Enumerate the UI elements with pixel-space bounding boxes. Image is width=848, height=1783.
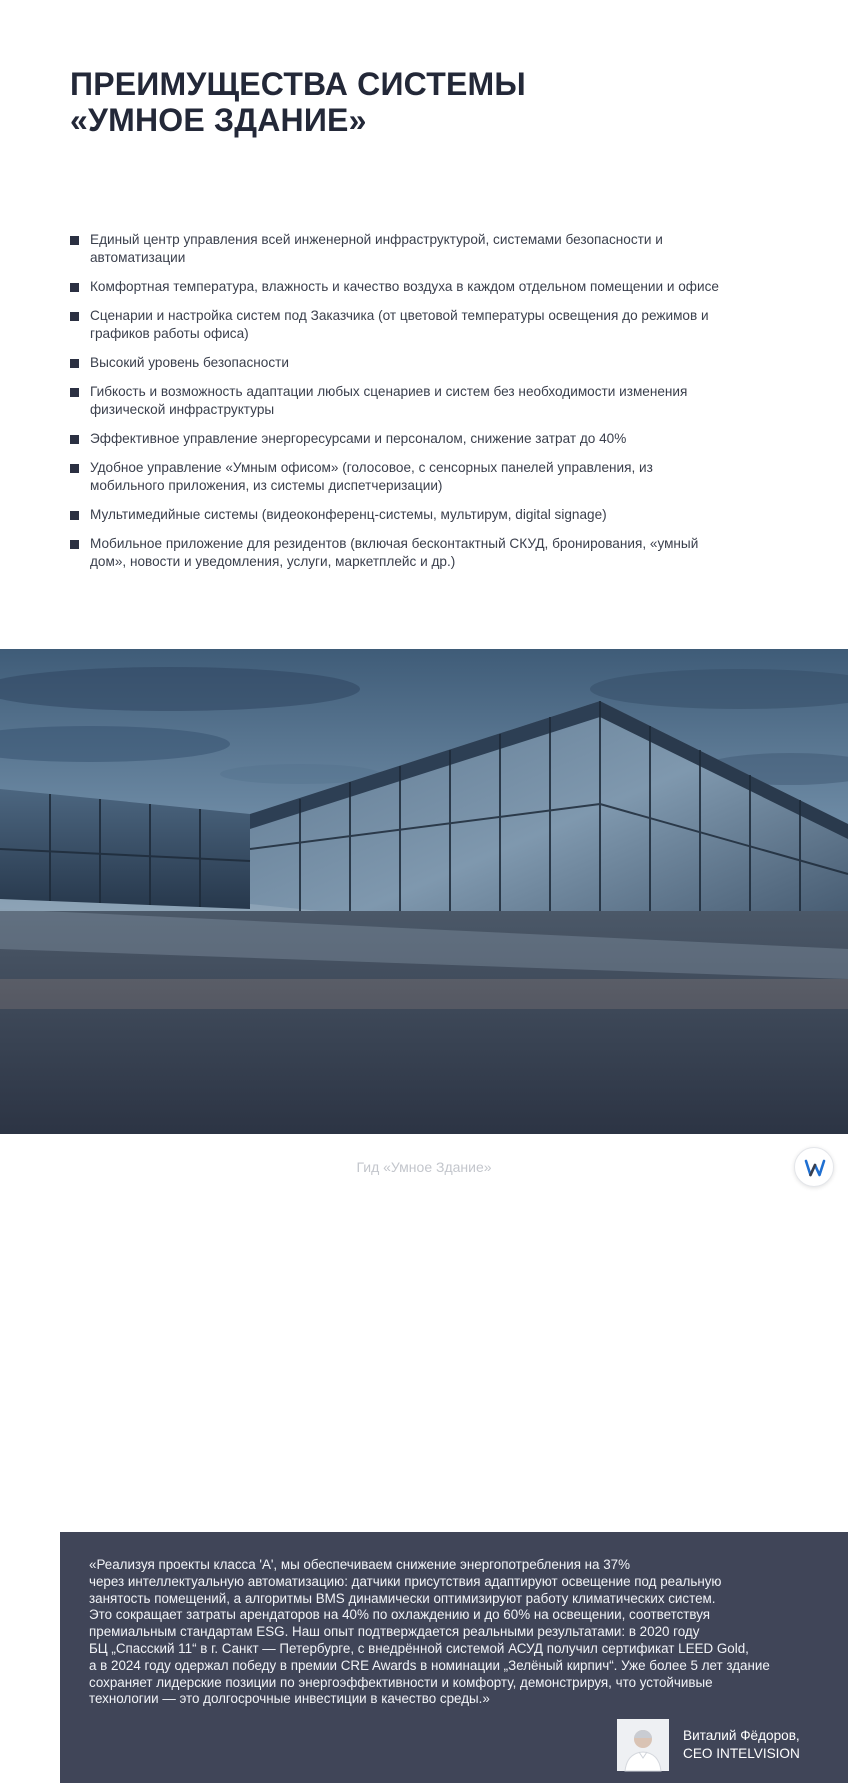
benefit-item <box>70 430 730 448</box>
bullet-square-icon <box>70 464 79 473</box>
quote-line: «Реализуя проекты класса 'A', мы обеспечиваем снижение энергопотребления на 37% <box>89 1557 631 1572</box>
page-title-line-1: ПРЕИМУЩЕСТВА СИСТЕМЫ <box>70 66 526 102</box>
benefit-text: Мультимедийные системы (видеоконференц-системы, мультирум, digital signage) <box>90 507 607 522</box>
benefits-list <box>70 231 730 582</box>
benefit-text: Удобное управление «Умным офисом» (голосовое, с сенсорных панелей управления, из мобильного приложения, из системы диспетчеризации) <box>90 460 653 493</box>
intelvision-logo-icon <box>794 1147 834 1187</box>
benefit-item <box>70 278 730 296</box>
benefit-text: Сценарии и настройка систем под Заказчика (от цветовой температуры освещения до режимов и графиков работы офиса) <box>90 308 709 341</box>
quote-line: занятость помещений, а алгоритмы BMS динамически оптимизируют работу климатических систем. <box>89 1590 716 1606</box>
bullet-square-icon <box>70 435 79 444</box>
quote-line: БЦ „Спасский 11“ в г. Санкт — Петербурге, с внедрённой системой АСУД получил сертификат LEED Gold, <box>89 1640 749 1656</box>
footer-title: Гид «Умное Здание» <box>356 1159 492 1175</box>
page-title <box>70 66 770 138</box>
bullet-square-icon <box>70 540 79 549</box>
benefit-item <box>70 459 730 495</box>
quote-box <box>60 1532 848 1783</box>
benefit-text: Высокий уровень безопасности <box>90 355 289 370</box>
benefit-item <box>70 535 730 571</box>
bullet-square-icon <box>70 388 79 397</box>
benefit-text: Гибкость и возможность адаптации любых сценариев и систем без необходимости изменения физической инфраструктуры <box>90 384 688 417</box>
glass-building-illustration <box>0 649 848 1134</box>
bullet-square-icon <box>70 236 79 245</box>
benefit-item <box>70 506 730 524</box>
author-avatar <box>617 1719 669 1771</box>
quote-line: сохраняет лидерские позиции по энергоэффективности и комфорту, демонстрируя, что устойчивые <box>89 1674 713 1690</box>
author-name: Виталий Фёдоров, <box>683 1728 800 1743</box>
benefit-text: Единый центр управления всей инженерной инфраструктурой, системами безопасности и автоматизации <box>90 232 663 265</box>
quote-line: технологии — это долгосрочные инвестиции в качество среды.» <box>89 1691 490 1707</box>
benefit-text: Эффективное управление энергоресурсами и персоналом, снижение затрат до 40% <box>90 431 627 446</box>
bullet-square-icon <box>70 283 79 292</box>
quote-line: а в 2024 году одержал победу в премии CRE Awards в номинации „Зелёный кирпич“. Уже более 5 лет здание <box>89 1657 770 1673</box>
benefit-text: Мобильное приложение для резидентов (включая бесконтактный СКУД, бронирования, «умный дом», новости и уведомления, услуги, маркетплейс и др.) <box>90 536 699 569</box>
benefit-text: Комфортная температура, влажность и качество воздуха в каждом отдельном помещении и офисе <box>90 279 719 294</box>
bullet-square-icon <box>70 312 79 321</box>
bullet-square-icon <box>70 511 79 520</box>
benefit-item <box>70 231 730 267</box>
author-title: CEO INTELVISION <box>683 1746 800 1761</box>
quote-line: Это сокращает затраты арендаторов на 40% по охлаждению и до 60% на освещении, соответствуя <box>89 1607 711 1623</box>
bullet-square-icon <box>70 359 79 368</box>
quote-line: через интеллектуальную автоматизацию: датчики присутствия адаптируют освещение под реальную <box>89 1573 722 1589</box>
quote-text <box>89 1557 819 1708</box>
person-icon <box>617 1719 669 1771</box>
benefit-item <box>70 354 730 372</box>
benefit-item <box>70 383 730 419</box>
quote-line: премиальным стандартам ESG. Наш опыт подтверждается реальными результатами: в 2020 году <box>89 1624 700 1640</box>
benefit-item <box>70 307 730 343</box>
page-title-line-2: «УМНОЕ ЗДАНИЕ» <box>70 102 367 138</box>
